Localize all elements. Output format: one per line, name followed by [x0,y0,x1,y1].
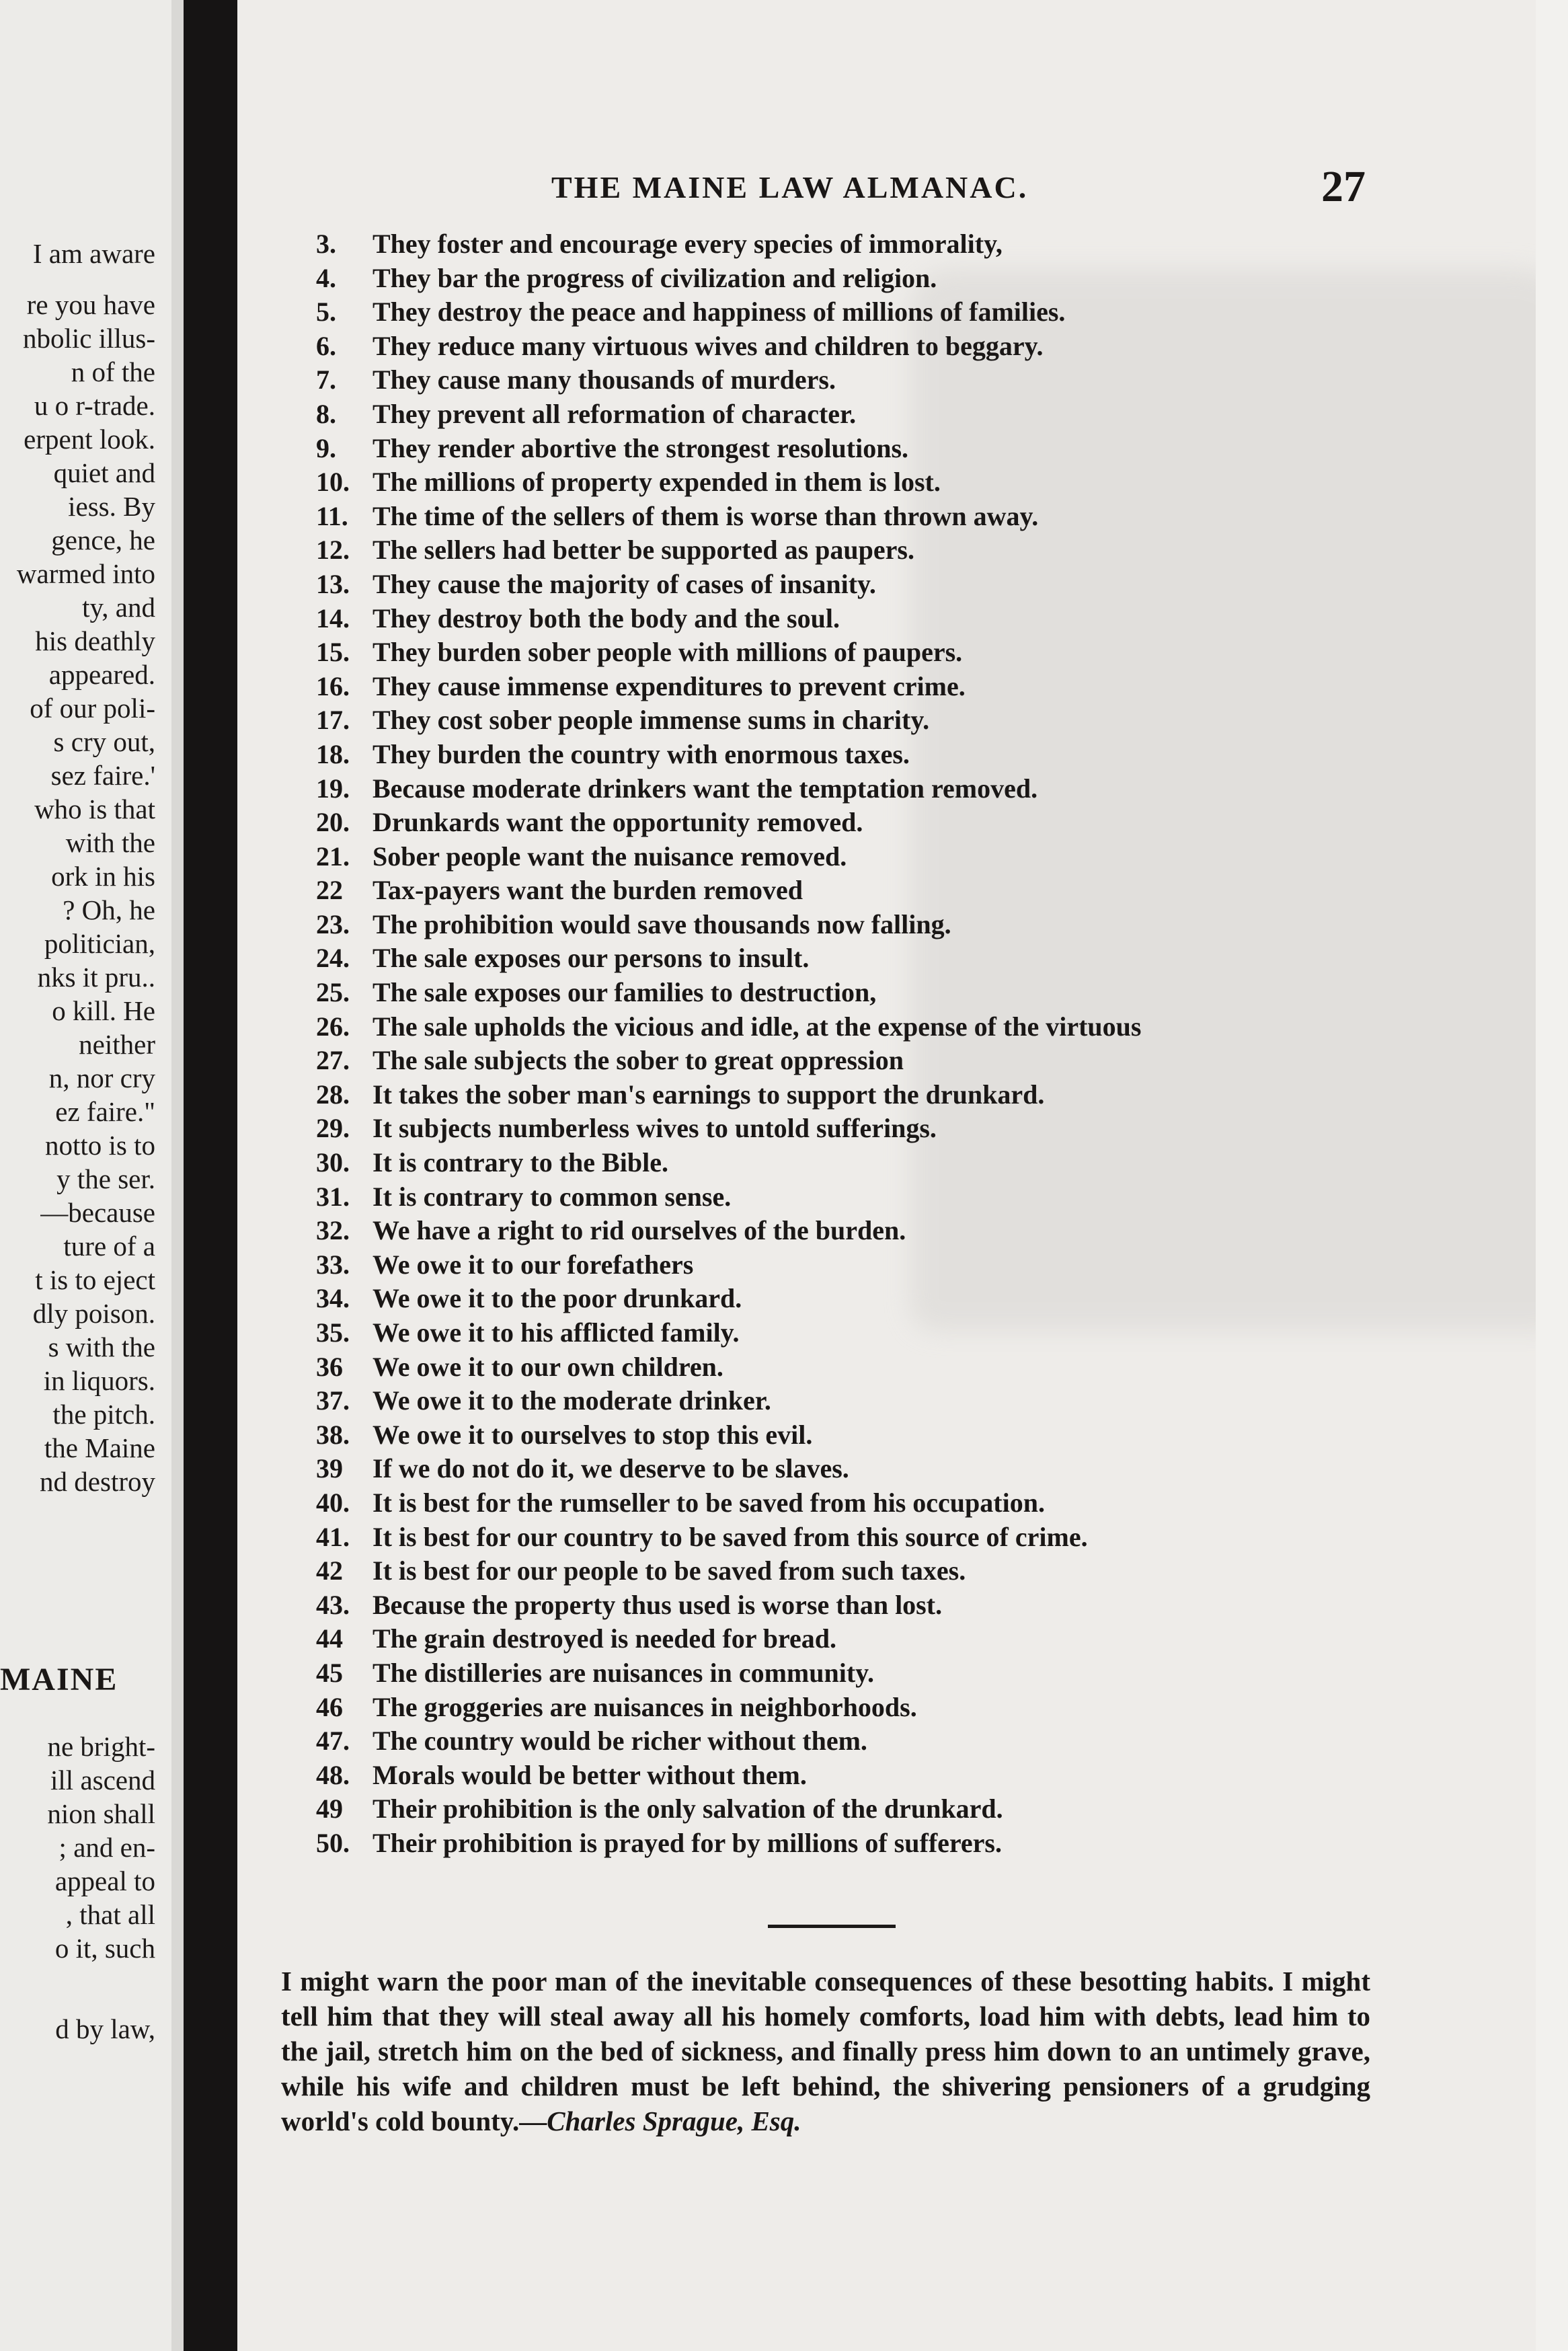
reason-text: Morals would be better without them. [373,1759,807,1790]
reason-text: We have a right to rid ourselves of the burden. [373,1215,906,1246]
quote-text: I might warn the poor man of the inevitable consequences of these besotting habits. I might tell him that they will steal away all his homely comforts, load him with debts, lead him to the jail, stretch him on the bed of sickness, and finally press him down to an untimely grave, while his wife and children must be left behind, the shivering pensioners of a grudging world's cold bounty.— [281,1966,1370,2136]
reason-text: They destroy the peace and happiness of millions of families. [373,297,1066,327]
reason-text: They render abortive the strongest resolutions. [373,432,909,463]
reason-text: The distilleries are nuisances in community. [373,1657,874,1688]
reason-text: Because moderate drinkers want the temptation removed. [373,773,1038,804]
reason-item [316,635,1141,670]
section-divider [768,1925,896,1928]
reason-number: 41. [316,1521,350,1552]
reason-item [316,432,1141,466]
reason-item [316,602,1141,636]
reason-item [316,908,1141,942]
adjacent-page-line: warmed into [16,558,155,589]
reason-number: 17. [316,705,350,736]
reason-item [316,1350,1141,1385]
reason-number: 45 [316,1657,343,1688]
reason-item [316,1792,1141,1826]
running-title: THE MAINE LAW ALMANAC. [551,170,1029,204]
adjacent-page-line: dly poison. [32,1298,155,1329]
reason-number: 4. [316,262,336,293]
reason-item [316,1452,1141,1486]
reason-text: It takes the sober man's earnings to support the drunkard. [373,1079,1045,1110]
reason-number: 37. [316,1385,350,1416]
reason-item [316,1588,1141,1623]
reason-text: We owe it to his afflicted family. [373,1317,740,1348]
reason-number: 26. [316,1011,350,1042]
reason-item [316,976,1141,1010]
reason-text: The sale upholds the vicious and idle, at the expense of the virtuous [373,1011,1142,1042]
reason-number: 5. [316,297,336,327]
reason-text: They reduce many virtuous wives and children to beggary. [373,330,1044,361]
reason-text: The sale exposes our persons to insult. [373,943,810,974]
reason-number: 3. [316,229,336,259]
adjacent-page-line: ture of a [63,1231,155,1262]
reason-item [316,840,1141,874]
reason-text: We owe it to our forefathers [373,1249,694,1280]
reason-item [316,397,1141,432]
reason-text: Their prohibition is the only salvation of the drunkard. [373,1794,1003,1824]
reason-item [316,670,1141,704]
reason-item [316,262,1141,296]
adjacent-page-line: I am aware [32,238,155,269]
reason-item [316,1520,1141,1555]
reason-item [316,703,1141,738]
reason-text: They cost sober people immense sums in charity. [373,705,930,736]
adjacent-page-heading: MAINE [0,1662,118,1697]
reason-item [316,227,1141,262]
reason-text: It is best for the rumseller to be saved from his occupation. [373,1487,1045,1518]
reason-item [316,1044,1141,1078]
reason-text: They cause many thousands of murders. [373,364,836,395]
reason-text: Tax-payers want the burden removed [373,875,803,906]
reason-number: 21. [316,841,350,872]
reason-number: 10. [316,467,350,498]
adjacent-page-line: sez faire.' [50,760,155,791]
adjacent-page-line: his deathly [35,625,155,656]
reason-text: They destroy both the body and the soul. [373,603,840,633]
adjacent-page-line: ork in his [51,861,155,892]
reason-number: 34. [316,1283,350,1314]
reason-text: Because the property thus used is worse than lost. [373,1589,943,1620]
reason-item [316,1214,1141,1248]
reason-number: 25. [316,977,350,1008]
adjacent-page-line: o it, such [54,1933,155,1964]
reason-number: 27. [316,1045,350,1076]
reason-item [316,738,1141,772]
reason-item [316,330,1141,364]
adjacent-page-line: d by law, [55,2013,155,2044]
reason-text: They burden the country with enormous taxes. [373,738,910,769]
reason-text: They cause immense expenditures to prevent crime. [373,670,966,701]
reason-item [316,1622,1141,1656]
adjacent-page-line: nion shall [47,1798,155,1829]
adjacent-page-line: —because [40,1197,155,1228]
page-gutter [171,0,184,2351]
reason-number: 24. [316,943,350,974]
reason-item [316,533,1141,568]
reason-number: 22 [316,875,343,906]
reason-text: They foster and encourage every species of immorality, [373,229,1003,259]
reason-number: 20. [316,807,350,838]
adjacent-page-line: , that all [65,1899,155,1930]
reason-text: The prohibition would save thousands now falling. [373,909,951,939]
closing-quote [281,1964,1370,2138]
reason-text: The grain destroyed is needed for bread. [373,1623,837,1654]
reason-number: 42 [316,1555,343,1586]
adjacent-page-line: gence, he [51,525,155,555]
reason-number: 35. [316,1317,350,1348]
reason-number: 46 [316,1691,343,1722]
adjacent-page-line: nd destroy [40,1466,155,1497]
reason-number: 32. [316,1215,350,1246]
adjacent-page-line: nbolic illus- [22,323,155,354]
reason-item [316,1180,1141,1215]
reason-text: The groggeries are nuisances in neighborhoods. [373,1691,917,1722]
reason-number: 15. [316,637,350,668]
reason-text: We owe it to our own children. [373,1351,723,1382]
reason-number: 19. [316,773,350,804]
adjacent-page-line: ne bright- [47,1731,155,1762]
adjacent-page-line: ? Oh, he [63,894,155,925]
reason-number: 13. [316,568,350,599]
adjacent-page-line: appeal to [54,1865,155,1896]
reason-number: 44 [316,1623,343,1654]
adjacent-page-fragment [0,0,171,2351]
reason-text: They bar the progress of civilization and religion. [373,262,937,293]
reason-text: It is contrary to the Bible. [373,1147,668,1178]
reason-number: 16. [316,670,350,701]
reason-item [316,363,1141,397]
reason-number: 36 [316,1351,343,1382]
reason-item [316,1486,1141,1520]
adjacent-page-line: politician, [44,928,155,959]
adjacent-page-line: the pitch. [52,1399,155,1430]
reason-number: 28. [316,1079,350,1110]
reason-text: We owe it to the moderate drinker. [373,1385,771,1416]
page-edge [1536,0,1568,2351]
adjacent-page-line: with the [65,827,155,858]
reason-number: 47. [316,1726,350,1757]
reason-item [316,1759,1141,1793]
reason-number: 18. [316,738,350,769]
reason-number: 23. [316,909,350,939]
reason-item [316,568,1141,602]
adjacent-page-line: n, nor cry [48,1063,155,1093]
adjacent-page-line: ill ascend [50,1765,155,1796]
reasons-list [316,227,1141,1861]
adjacent-page-line: re you have [26,289,155,320]
reason-number: 8. [316,398,336,429]
adjacent-page-line: appeared. [48,659,155,690]
reason-text: They burden sober people with millions of paupers. [373,637,963,668]
reason-number: 29. [316,1113,350,1144]
reason-text: We owe it to the poor drunkard. [373,1283,742,1314]
adjacent-page-line: n of the [71,356,155,387]
adjacent-page-line: nks it pru.. [37,962,155,993]
reason-text: It is best for our country to be saved from this source of crime. [373,1521,1088,1552]
page-number: 27 [1321,162,1366,211]
adjacent-page-line: erpent look. [24,424,155,455]
reason-number: 49 [316,1794,343,1824]
adjacent-page-line: notto is to [44,1130,155,1161]
reason-item [316,1078,1141,1112]
reason-item [316,1384,1141,1418]
reason-item [316,874,1141,908]
adjacent-page-line: the Maine [44,1432,155,1463]
reason-text: It subjects numberless wives to untold sufferings. [373,1113,937,1144]
reason-text: Sober people want the nuisance removed. [373,841,847,872]
reason-item [316,1282,1141,1316]
reason-text: They cause the majority of cases of insanity. [373,568,876,599]
reason-number: 11. [316,500,348,531]
quote-author: Charles Sprague, Esq. [547,2106,801,2136]
reason-number: 31. [316,1181,350,1212]
reason-item [316,1554,1141,1588]
reason-number: 38. [316,1419,350,1450]
adjacent-page-line: o kill. He [52,995,155,1026]
reason-item [316,1826,1141,1861]
reason-text: It is best for our people to be saved from such taxes. [373,1555,966,1586]
adjacent-page-line: ez faire." [55,1096,155,1127]
reason-text: The millions of property expended in them is lost. [373,467,941,498]
reason-number: 6. [316,330,336,361]
adjacent-page-line: u o r-trade. [34,390,155,421]
reason-text: If we do not do it, we deserve to be slaves. [373,1453,849,1484]
reason-text: The sellers had better be supported as paupers. [373,535,914,566]
reason-number: 39 [316,1453,343,1484]
reason-item [316,806,1141,840]
reason-number: 50. [316,1827,350,1858]
book-binding-shadow [184,0,237,2351]
reason-number: 12. [316,535,350,566]
reason-text: They prevent all reformation of character. [373,398,857,429]
reason-number: 9. [316,432,336,463]
reason-number: 43. [316,1589,350,1620]
adjacent-page-line: iess. By [68,491,155,522]
adjacent-page-line: neither [79,1029,155,1060]
reason-text: The sale exposes our families to destruction, [373,977,877,1008]
adjacent-page-line: quiet and [53,457,155,488]
adjacent-page-line: ty, and [82,592,155,623]
reason-item [316,941,1141,976]
reason-item [316,1724,1141,1759]
reason-item [316,500,1141,534]
reason-number: 14. [316,603,350,633]
reason-item [316,1691,1141,1725]
adjacent-page-line: t is to eject [35,1264,155,1295]
reason-item [316,1656,1141,1691]
adjacent-page-line: who is that [34,794,155,824]
adjacent-page-line: of our poli- [30,693,155,724]
reason-item [316,1316,1141,1350]
reason-text: The sale subjects the sober to great oppression [373,1045,904,1076]
reason-item [316,465,1141,500]
reason-number: 7. [316,364,336,395]
reason-item [316,295,1141,330]
reason-text: Drunkards want the opportunity removed. [373,807,863,838]
reason-text: We owe it to ourselves to stop this evil. [373,1419,813,1450]
reason-text: It is contrary to common sense. [373,1181,732,1212]
adjacent-page-line: ; and en- [58,1832,155,1863]
adjacent-page-line: in liquors. [43,1365,155,1396]
reason-item [316,1010,1141,1044]
reason-text: The time of the sellers of them is worse than thrown away. [373,500,1039,531]
reason-item [316,1112,1141,1146]
adjacent-page-line: s with the [48,1332,155,1362]
reason-item [316,1146,1141,1180]
reason-item [316,772,1141,806]
reason-text: Their prohibition is prayed for by millions of sufferers. [373,1827,1002,1858]
reason-number: 30. [316,1147,350,1178]
adjacent-page-line: y the ser. [56,1163,155,1194]
reason-item [316,1418,1141,1453]
reason-number: 33. [316,1249,350,1280]
adjacent-page-line: s cry out, [53,726,155,757]
reason-text: The country would be richer without them. [373,1726,867,1757]
reason-number: 40. [316,1487,350,1518]
reason-number: 48. [316,1759,350,1790]
reason-item [316,1248,1141,1282]
